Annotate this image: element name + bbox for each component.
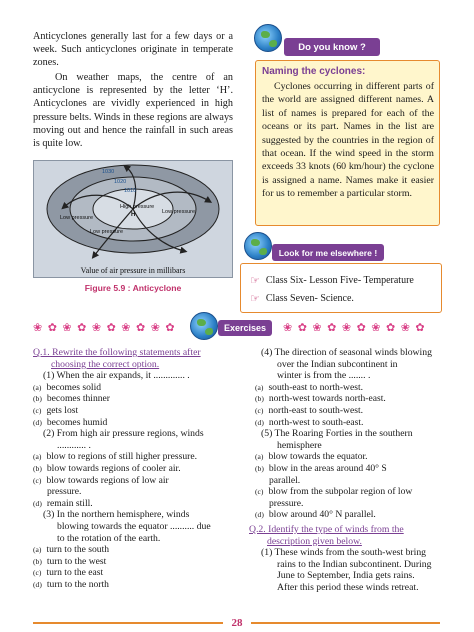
globe-mascot-icon bbox=[190, 312, 218, 340]
statement-5-cont: hemisphere bbox=[277, 439, 322, 451]
question-2-heading-cont: description given below. bbox=[267, 535, 362, 547]
do-you-know-title: Naming the cyclones: bbox=[262, 66, 366, 77]
globe-mascot-icon bbox=[254, 24, 282, 52]
option-item: (b) becomes thinner bbox=[33, 393, 110, 405]
globe-mascot-icon bbox=[244, 232, 272, 260]
do-you-know-header: Do you know ? bbox=[284, 38, 380, 56]
option-item-cont: pressure. bbox=[269, 497, 304, 509]
option-item: (c) blow towards regions of low air bbox=[33, 474, 169, 486]
high-pressure-label: High pressure bbox=[120, 204, 155, 210]
option-item: (c) turn to the east bbox=[33, 567, 104, 579]
pointing-hand-icon: ☞ bbox=[250, 274, 260, 287]
low-pressure-label-left: Low pressure bbox=[60, 215, 94, 221]
statement-2: (2) From high air pressure regions, winds bbox=[43, 428, 204, 440]
figure-caption: Figure 5.9 : Anticyclone bbox=[84, 283, 182, 293]
floral-border-left: ❀ ✿ ❀ ✿ ❀ ✿ ❀ ✿ ❀ ✿ bbox=[33, 321, 176, 334]
option-item: (d) becomes humid bbox=[33, 416, 108, 428]
figure-inner-caption: Value of air pressure in millibars bbox=[80, 266, 186, 275]
exercises-left-column bbox=[33, 347, 238, 590]
page-number: 28 bbox=[231, 617, 243, 629]
exercises-header: Exercises bbox=[218, 320, 272, 336]
statement-5: (5) The Roaring Forties in the southern bbox=[261, 428, 413, 440]
option-item: (d) blow around 40° N parallel. bbox=[255, 509, 376, 521]
option-item: (d) turn to the north bbox=[33, 578, 109, 590]
low-pressure-label-bottom: Low pressure bbox=[90, 229, 124, 235]
option-item: (a) blow to regions of still higher pressure. bbox=[33, 451, 197, 463]
anticyclone-figure bbox=[33, 160, 233, 278]
do-you-know-text: Cyclones occurring in different parts of the world are assigned different names. A list of names is prepared for each of the oceans or its part. Names in the list are suggested by the countries in the region of that ocean. If the wind speed in the storm exceeds 33 knots (60 km/hour) the cyclone is assigned a name. Names make it easier for us to remember a particular storm. bbox=[262, 81, 434, 200]
option-item: (a) turn to the south bbox=[33, 544, 110, 556]
question-1-heading-cont: choosing the correct option. bbox=[51, 358, 160, 370]
look-for-me-header: Look for me elsewhere ! bbox=[272, 244, 384, 261]
option-item: (a) south-east to north-west. bbox=[255, 381, 364, 393]
statement-3-cont: to the rotation of the earth. bbox=[57, 532, 161, 544]
statement-3-cont: blowing towards the equator .......... due bbox=[57, 520, 211, 532]
look-item: ☞ Class Seven- Science. bbox=[250, 292, 354, 305]
pointing-hand-icon: ☞ bbox=[250, 292, 260, 305]
option-item: (c) gets lost bbox=[33, 404, 79, 416]
high-pressure-symbol: H bbox=[131, 212, 136, 218]
anticyclone-diagram bbox=[34, 161, 232, 277]
look-item: ☞ Class Six- Lesson Five- Temperature bbox=[250, 274, 414, 287]
q2-statement-1-cont: rains to the Indian subcontinent. During bbox=[277, 558, 432, 570]
exercises-right-column bbox=[249, 347, 445, 593]
statement-4-cont: winter is from the ....... . bbox=[277, 370, 371, 382]
option-item: (b) blow towards regions of cooler air. bbox=[33, 462, 181, 474]
isobar-label-1020: 1020 bbox=[114, 179, 127, 185]
isobar-label-1010: 1010 bbox=[124, 188, 137, 194]
floral-border-right: ❀ ✿ ❀ ✿ ❀ ✿ ❀ ✿ ❀ ✿ bbox=[283, 321, 426, 334]
option-item-cont: parallel. bbox=[269, 474, 301, 486]
footer-rule-right bbox=[251, 622, 440, 624]
isobar-label-1030: 1030 bbox=[102, 169, 115, 175]
low-pressure-label-right: Low pressure bbox=[162, 209, 196, 215]
option-item: (c) north-east to south-west. bbox=[255, 404, 364, 416]
q2-statement-1: (1) These winds from the south-west bring bbox=[261, 547, 427, 559]
q2-statement-1-cont: After this period these winds retreat. bbox=[277, 581, 419, 593]
statement-4: (4) The direction of seasonal winds blowing bbox=[261, 347, 432, 358]
option-item: (a) becomes solid bbox=[33, 381, 102, 393]
option-item: (b) turn to the west bbox=[33, 555, 107, 567]
q2-statement-1-cont: June to September, India gets rains. bbox=[277, 570, 415, 582]
question-2-heading: Q.2. Identify the type of winds from the bbox=[249, 523, 404, 535]
question-1-heading: Q.1. Rewrite the following statements after bbox=[33, 347, 201, 358]
option-item: (d) remain still. bbox=[33, 497, 93, 509]
option-item: (c) blow from the subpolar region of low bbox=[255, 486, 413, 498]
statement-2-cont: ............ . bbox=[57, 439, 91, 451]
intro-paragraph-1: Anticyclones generally last for a few days or a week. Such anticyclones originate in temperate zones. bbox=[33, 31, 233, 69]
option-item-cont: pressure. bbox=[47, 486, 82, 498]
statement-4-cont: over the Indian subcontinent in bbox=[277, 358, 398, 370]
statement-3: (3) In the northern hemisphere, winds bbox=[43, 509, 190, 521]
option-item: (b) blow in the areas around 40° S bbox=[255, 462, 387, 474]
footer-rule-left bbox=[33, 622, 223, 624]
intro-paragraph-2: On weather maps, the centre of an anticyclone is represented by the letter ‘H’. Anticyclones are vividly experienced in high pressure belts. Winds in these regions are always moving out and hence the rainfall in such areas is quite low. bbox=[33, 72, 233, 150]
option-item: (b) north-west towards north-east. bbox=[255, 393, 386, 405]
option-item: (a) blow towards the equator. bbox=[255, 451, 368, 463]
option-item: (d) north-west to south-east. bbox=[255, 416, 364, 428]
statement-1: (1) When the air expands, it ............. . bbox=[43, 370, 190, 382]
look-for-me-box bbox=[240, 263, 442, 313]
